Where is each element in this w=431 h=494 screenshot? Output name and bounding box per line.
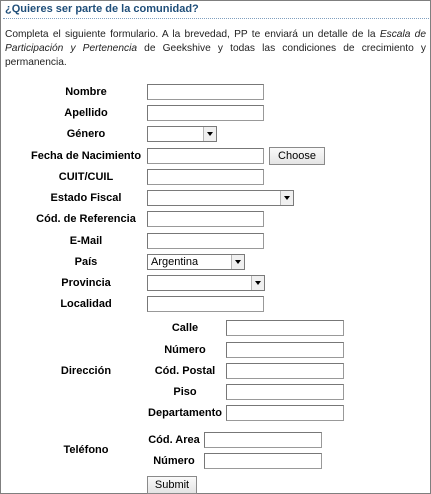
chevron-down-icon [251,276,264,290]
label-nombre: Nombre [65,86,107,98]
label-fecha-nacimiento: Fecha de Nacimiento [31,150,142,162]
label-direccion: Dirección [60,365,112,377]
label-referencia: Cód. de Referencia [36,213,136,225]
codigo-postal-input[interactable] [226,363,344,379]
email-input[interactable] [147,233,264,249]
piso-input[interactable] [226,384,344,400]
label-calle: Calle [171,322,199,334]
label-provincia: Provincia [61,277,111,289]
label-localidad: Localidad [60,298,112,310]
fecha-nacimiento-input[interactable] [147,148,264,164]
provincia-select[interactable] [147,275,265,291]
nombre-input[interactable] [147,84,264,100]
codigo-area-input[interactable] [204,432,322,448]
chevron-down-icon [280,191,293,205]
pais-select[interactable] [147,254,245,270]
label-codigo-postal: Cód. Postal [154,365,216,377]
intro-text: Completa el siguiente formulario. A la brevedad, PP te enviará un detalle de la Escala de Participación y Pertenencia de Geekshive y todas las condiciones de crecimiento y permanencia. [5,29,426,68]
telefono-numero-input[interactable] [204,453,322,469]
submit-button[interactable]: Submit [147,476,197,494]
referencia-input[interactable] [147,211,264,227]
label-email: E-Mail [69,235,103,247]
numero-input[interactable] [226,342,344,358]
estado-fiscal-select[interactable] [147,190,294,206]
localidad-input[interactable] [147,296,264,312]
label-piso: Piso [173,386,197,398]
label-estado-fiscal: Estado Fiscal [50,192,122,204]
chevron-down-icon [203,127,216,141]
label-numero: Número [164,344,206,356]
calle-input[interactable] [226,320,344,336]
label-telefono: Teléfono [63,444,109,456]
label-apellido: Apellido [64,107,108,119]
label-cuit: CUIT/CUIL [58,171,114,183]
pais-select-value: Argentina [151,256,199,268]
label-genero: Género [66,128,106,140]
label-departamento: Departamento [148,407,222,419]
divider [3,18,429,19]
label-codigo-area: Cód. Area [148,434,200,446]
label-telefono-numero: Número [153,455,195,467]
apellido-input[interactable] [147,105,264,121]
chevron-down-icon [231,255,244,269]
choose-date-button[interactable]: Choose [269,147,325,165]
genero-select[interactable] [147,126,217,142]
departamento-input[interactable] [226,405,344,421]
cuit-input[interactable] [147,169,264,185]
page-title: ¿Quieres ser parte de la comunidad? [5,3,199,15]
label-pais: País [74,256,98,268]
